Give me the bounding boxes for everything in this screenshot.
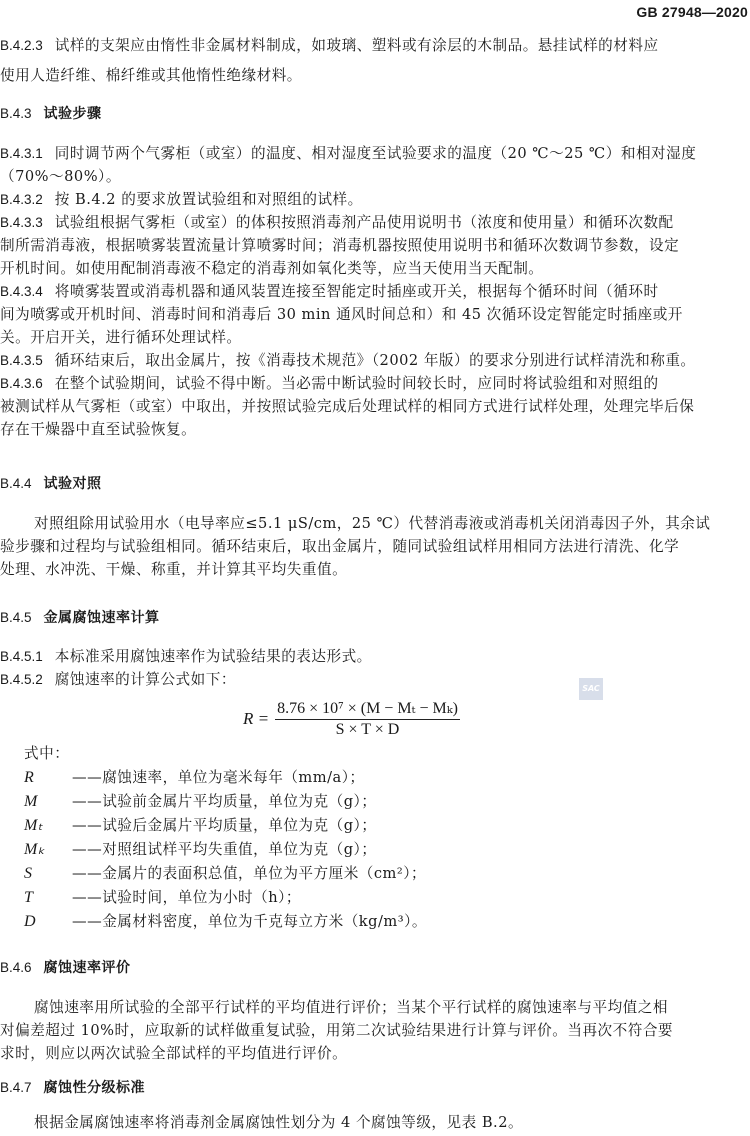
clause-number: B.4.3.2 [0, 192, 43, 207]
section-heading-b45 [0, 608, 750, 628]
clause-b433-line1 [0, 213, 750, 233]
section-heading-b46 [0, 958, 750, 978]
section-heading-b43 [0, 104, 750, 124]
clause-number: B.4.3.5 [0, 353, 43, 368]
symbol: Mₖ [24, 841, 46, 858]
clause-text: 在整个试验期间，试验不得中断。当必需中断试验时间较长时，应同时将试验组和对照组的 [54, 375, 659, 392]
clause-b436-line3: 存在干燥器中直至试验恢复。 [0, 421, 197, 438]
clause-b434-line3: 关。开启开关，进行循环处理试样。 [0, 329, 242, 346]
clause-text: 将喷雾装置或消毒机器和通风装置连接至智能定时插座或开关，根据每个循环时间（循环时 [54, 283, 659, 300]
symbol-desc: ——对照组试样平均失重值，单位为克（g）； [72, 841, 377, 858]
symbol: M [24, 793, 38, 810]
symbol: S [24, 865, 33, 882]
clause-text: 按 B.4.2 的要求放置试验组和对照组的试样。 [54, 191, 363, 208]
section-number: B.4.3 [0, 106, 32, 121]
corrosion-rate-formula [243, 698, 460, 739]
clause-b436-line2: 被测试样从气雾柜（或室）中取出，并按照试验完成后处理试样的相同方式进行试样处理，处理完毕后保 [0, 398, 695, 415]
where-item-s [24, 864, 750, 884]
paragraph-b44-line2: 验步骤和过程均与试验组相同。循环结束后，取出金属片，随同试验组试样用相同方法进行清洗、化学 [0, 538, 680, 555]
section-number: B.4.6 [0, 960, 32, 975]
clause-b436-line1 [0, 374, 750, 394]
formula-numerator: 8.76 × 10⁷ × (M − Mₜ − Mₖ) [275, 698, 460, 720]
where-item-d [24, 912, 750, 932]
symbol-desc: ——金属材料密度，单位为千克每立方米（kg/m³）。 [72, 913, 427, 930]
where-item-t [24, 888, 750, 908]
clause-text: 同时调节两个气雾柜（或室）的温度、相对湿度至试验要求的温度（20 ℃～25 ℃）和相对湿度 [54, 145, 697, 162]
symbol: Mₜ [24, 817, 44, 834]
symbol-desc: ——金属片的表面积总值，单位为平方厘米（cm²）； [72, 865, 427, 882]
formula-lhs: R = [243, 708, 270, 728]
clause-b423-line1 [0, 36, 750, 56]
clause-number: B.4.5.2 [0, 672, 43, 687]
clause-b435-line1 [0, 351, 750, 371]
where-label: 式中： [24, 745, 70, 762]
where-item-mk [24, 840, 750, 860]
section-number: B.4.5 [0, 610, 32, 625]
clause-number: B.4.2.3 [0, 38, 43, 53]
symbol-desc: ——试验前金属片平均质量，单位为克（g）； [72, 793, 377, 810]
where-item-mt [24, 816, 750, 836]
paragraph-b46-line2: 对偏差超过 10%时，应取新的试样做重复试验，用第二次试验结果进行计算与评价。当再次不符合要 [0, 1022, 674, 1039]
clause-b452-line1 [0, 670, 750, 690]
sac-watermark-logo: SAC [579, 678, 603, 700]
clause-b432-line1 [0, 190, 750, 210]
paragraph-b46-line1: 腐蚀速率用所试验的全部平行试样的平均值进行评价；当某个平行试样的腐蚀速率与平均值之相 [34, 999, 668, 1016]
symbol-desc: ——试验时间，单位为小时（h）； [72, 889, 302, 906]
section-heading-b44 [0, 474, 750, 494]
clause-b431-line2: （70%～80%）。 [0, 168, 121, 185]
standard-code: GB 27948—2020 [636, 4, 748, 20]
section-number: B.4.4 [0, 476, 32, 491]
clause-number: B.4.5.1 [0, 649, 43, 664]
paragraph-b46-line3: 求时，则应以两次试验全部试样的平均值进行评价。 [0, 1045, 348, 1062]
symbol-desc: ——试验后金属片平均质量，单位为克（g）； [72, 817, 377, 834]
clause-text: 试验组根据气雾柜（或室）的体积按照消毒剂产品使用说明书（浓度和使用量）和循环次数配 [54, 214, 674, 231]
section-heading-b47 [0, 1078, 750, 1098]
clause-number: B.4.3.1 [0, 146, 43, 161]
section-title: 腐蚀速率评价 [43, 960, 131, 976]
symbol: T [24, 889, 34, 906]
section-number: B.4.7 [0, 1080, 32, 1095]
symbol: R [24, 769, 35, 786]
clause-b423-line2: 使用人造纤维、棉纤维或其他惰性绝缘材料。 [0, 67, 302, 84]
formula-fraction [275, 698, 460, 739]
paragraph-b44-line3: 处理、水冲洗、干燥、称重，并计算其平均失重值。 [0, 561, 348, 578]
section-title: 金属腐蚀速率计算 [43, 610, 160, 626]
clause-b451-line1 [0, 647, 750, 667]
paragraph-b47-line1: 根据金属腐蚀速率将消毒剂金属腐蚀性划分为 4 个腐蚀等级，见表 B.2。 [34, 1114, 524, 1131]
clause-b433-line2: 制所需消毒液，根据喷雾装置流量计算喷雾时间；消毒机器按照使用说明书和循环次数调节参数，设定 [0, 237, 680, 254]
clause-b433-line3: 开机时间。如使用配制消毒液不稳定的消毒剂如氧化类等，应当天使用当天配制。 [0, 260, 544, 277]
clause-number: B.4.3.6 [0, 376, 43, 391]
section-title: 试验对照 [43, 476, 102, 492]
clause-number: B.4.3.4 [0, 284, 43, 299]
clause-text: 本标准采用腐蚀速率作为试验结果的表达形式。 [54, 648, 372, 665]
paragraph-b44-line1: 对照组除用试验用水（电导率应≤5.1 μS/cm，25 ℃）代替消毒液或消毒机关闭消毒因子外，其余试 [34, 515, 711, 532]
symbol: D [24, 913, 37, 930]
clause-text: 循环结束后，取出金属片，按《消毒技术规范》（2002 年版）的要求分别进行试样清洗和称重。 [54, 352, 696, 369]
clause-b434-line2: 间为喷雾或开机时间、消毒时间和消毒后 30 min 通风时间总和）和 45 次循环设定智能定时插座或开 [0, 306, 683, 323]
where-item-r [24, 768, 750, 788]
section-title: 试验步骤 [43, 106, 102, 122]
clause-number: B.4.3.3 [0, 215, 43, 230]
clause-text: 腐蚀速率的计算公式如下： [54, 671, 236, 688]
clause-b434-line1 [0, 282, 750, 302]
symbol-desc: ——腐蚀速率，单位为毫米每年（mm/a）； [72, 769, 365, 786]
section-title: 腐蚀性分级标准 [43, 1080, 146, 1096]
clause-b431-line1 [0, 144, 750, 164]
clause-text: 试样的支架应由惰性非金属材料制成，如玻璃、塑料或有涂层的木制品。悬挂试样的材料应 [54, 37, 659, 54]
where-item-m [24, 792, 750, 812]
formula-denominator: S × T × D [335, 721, 400, 738]
